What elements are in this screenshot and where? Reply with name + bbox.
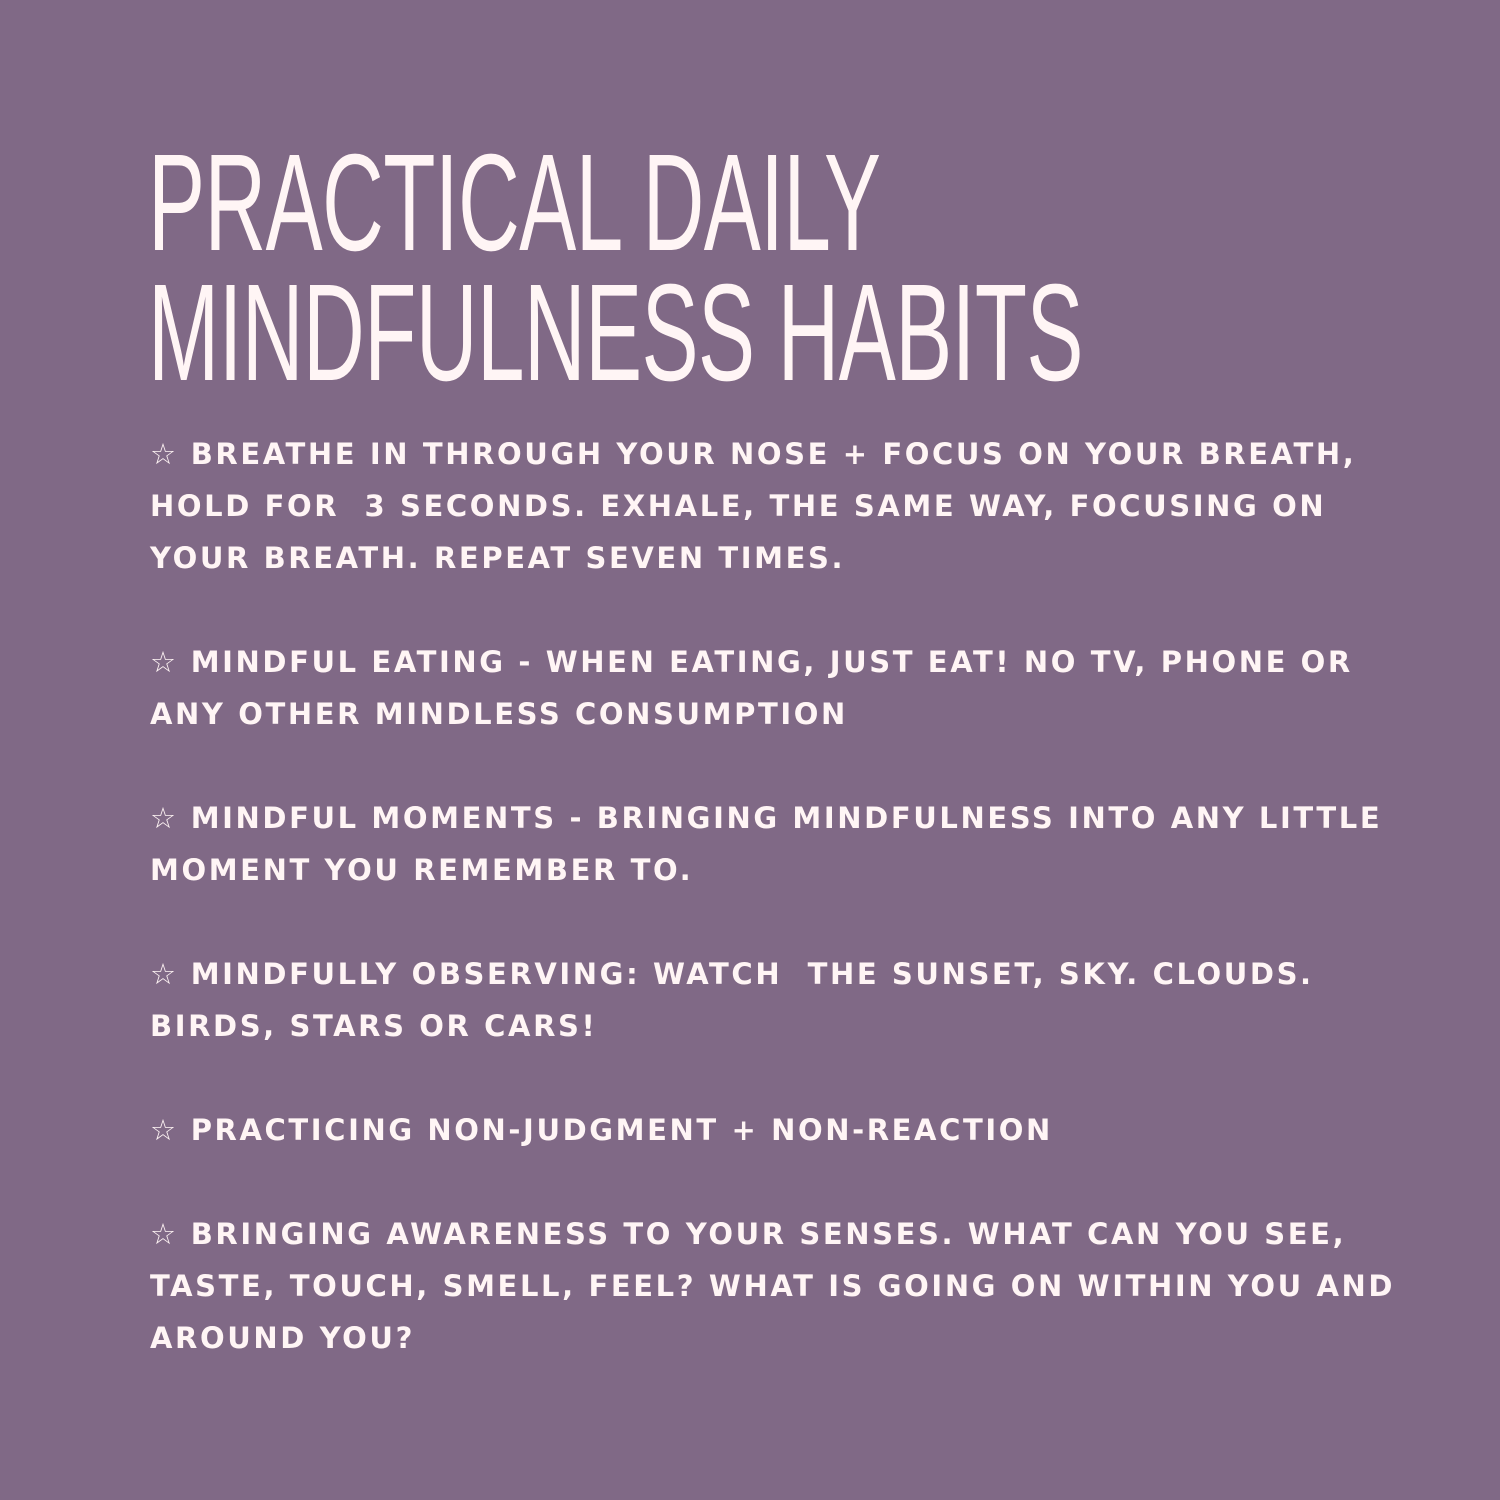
- habit-line: TASTE, TOUCH, SMELL, FEEL? WHAT IS GOING ON WITHIN YOU AND: [150, 1269, 1396, 1303]
- star-outline-icon: ☆: [150, 1113, 176, 1147]
- habit-line: ☆ MINDFUL MOMENTS - BRINGING MINDFULNESS INTO ANY LITTLE: [150, 792, 1370, 844]
- habit-line: YOUR BREATH. REPEAT SEVEN TIMES.: [150, 541, 846, 575]
- page-title: [148, 126, 1083, 410]
- habit-line: ☆ PRACTICING NON-JUDGMENT + NON-REACTION: [150, 1104, 1370, 1156]
- title-line-1: PRACTICAL DAILY: [148, 126, 881, 280]
- star-outline-icon: ☆: [150, 801, 176, 835]
- habit-item-senses: [150, 1208, 1396, 1364]
- star-outline-icon: ☆: [150, 437, 176, 471]
- star-outline-icon: ☆: [150, 645, 176, 679]
- star-outline-icon: ☆: [150, 1217, 176, 1251]
- habit-item-moments: [150, 792, 1383, 896]
- habit-item-non-judgment: [150, 1104, 1370, 1156]
- habit-line: ☆ BRINGING AWARENESS TO YOUR SENSES. WHAT CAN YOU SEE,: [150, 1208, 1370, 1260]
- habit-item-eating: [150, 636, 1370, 740]
- habit-line: HOLD FOR 3 SECONDS. EXHALE, THE SAME WAY, FOCUSING ON: [150, 489, 1327, 523]
- title-line-2: MINDFULNESS HABITS: [148, 256, 1083, 410]
- habit-line: ☆ MINDFUL EATING - WHEN EATING, JUST EAT! NO TV, PHONE OR: [150, 636, 1370, 688]
- habit-line: BIRDS, STARS OR CARS!: [150, 1009, 598, 1043]
- habit-item-breathing: [150, 428, 1370, 584]
- habit-line: MOMENT YOU REMEMBER TO.: [150, 853, 694, 887]
- habit-line: ☆ BREATHE IN THROUGH YOUR NOSE + FOCUS ON YOUR BREATH,: [150, 428, 1370, 480]
- habit-line: ANY OTHER MINDLESS CONSUMPTION: [150, 697, 848, 731]
- star-outline-icon: ☆: [150, 957, 176, 991]
- habit-line: AROUND YOU?: [150, 1321, 416, 1355]
- habit-item-observing: [150, 948, 1370, 1052]
- habit-line: ☆ MINDFULLY OBSERVING: WATCH THE SUNSET, SKY. CLOUDS.: [150, 948, 1370, 1000]
- habit-list: [150, 428, 1396, 1364]
